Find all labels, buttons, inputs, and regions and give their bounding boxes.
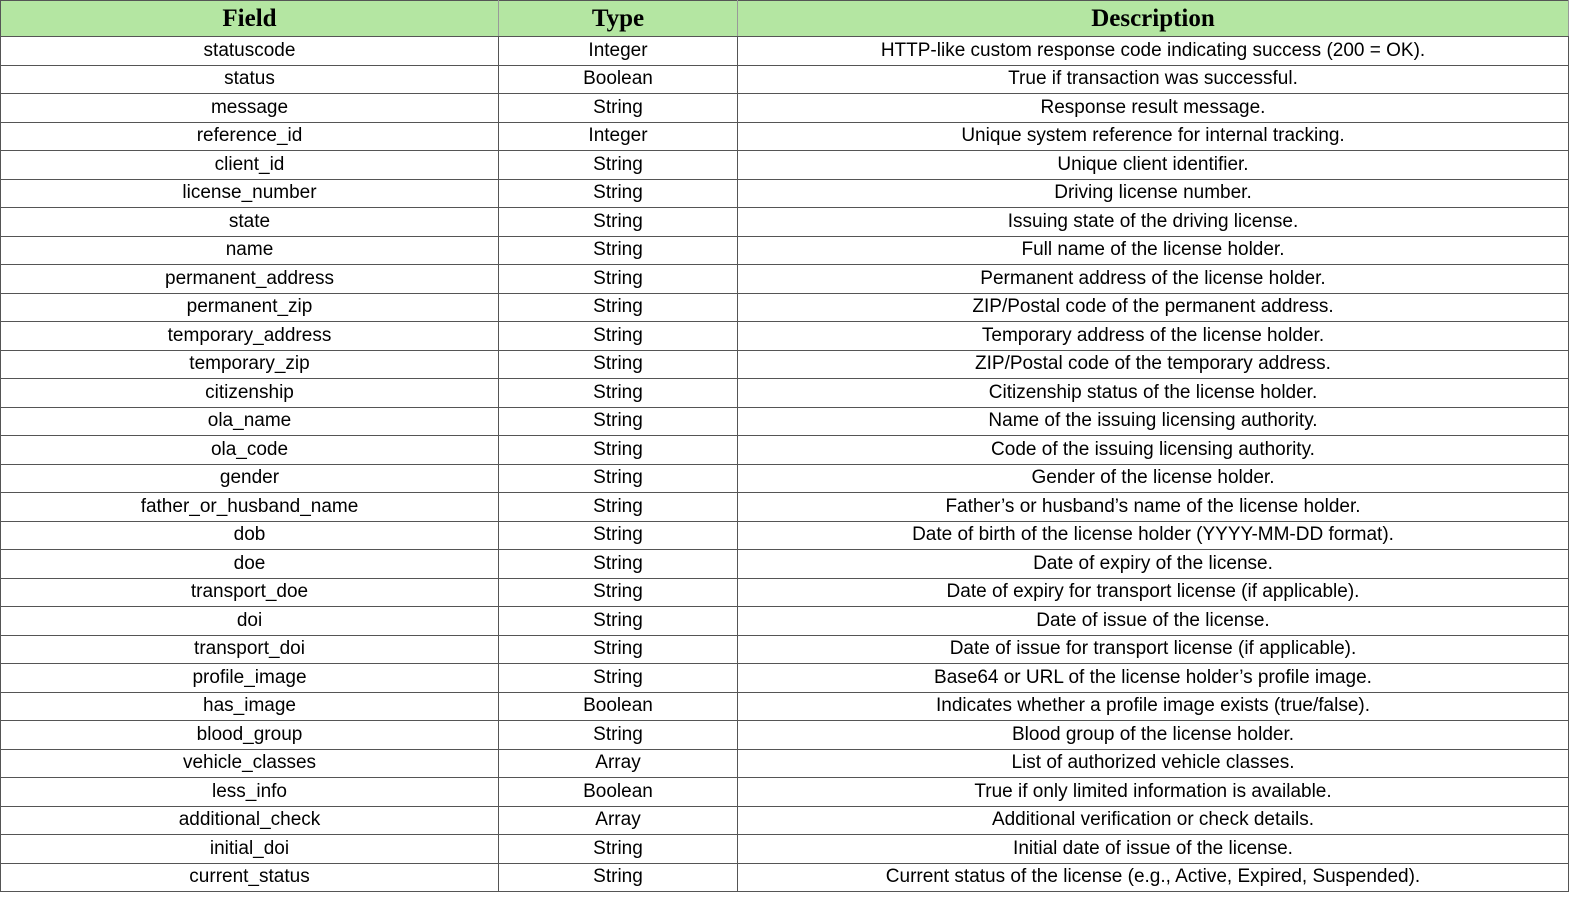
field-cell[interactable]: ola_code bbox=[1, 436, 499, 465]
type-cell[interactable]: Boolean bbox=[499, 778, 738, 807]
type-cell[interactable]: String bbox=[499, 635, 738, 664]
description-cell[interactable]: Issuing state of the driving license. bbox=[738, 208, 1569, 237]
table-row bbox=[1, 407, 1569, 436]
field-cell[interactable]: citizenship bbox=[1, 379, 499, 408]
description-cell[interactable]: Temporary address of the license holder. bbox=[738, 322, 1569, 351]
field-cell[interactable]: transport_doe bbox=[1, 578, 499, 607]
field-cell[interactable]: temporary_zip bbox=[1, 350, 499, 379]
field-cell[interactable]: permanent_address bbox=[1, 265, 499, 294]
table-row bbox=[1, 208, 1569, 237]
table-row bbox=[1, 521, 1569, 550]
type-cell[interactable]: String bbox=[499, 464, 738, 493]
field-cell[interactable]: doi bbox=[1, 607, 499, 636]
type-cell[interactable]: String bbox=[499, 236, 738, 265]
type-cell[interactable]: String bbox=[499, 322, 738, 351]
description-cell[interactable]: True if transaction was successful. bbox=[738, 65, 1569, 94]
description-cell[interactable]: Gender of the license holder. bbox=[738, 464, 1569, 493]
type-cell[interactable]: String bbox=[499, 179, 738, 208]
description-cell[interactable]: ZIP/Postal code of the temporary address. bbox=[738, 350, 1569, 379]
table-row bbox=[1, 350, 1569, 379]
type-cell[interactable]: String bbox=[499, 550, 738, 579]
description-cell[interactable]: Date of birth of the license holder (YYYY-MM-DD format). bbox=[738, 521, 1569, 550]
table-row bbox=[1, 607, 1569, 636]
type-cell[interactable]: String bbox=[499, 607, 738, 636]
type-cell[interactable]: String bbox=[499, 208, 738, 237]
description-cell[interactable]: HTTP-like custom response code indicating success (200 = OK). bbox=[738, 37, 1569, 66]
field-cell[interactable]: additional_check bbox=[1, 806, 499, 835]
description-cell[interactable]: ZIP/Postal code of the permanent address. bbox=[738, 293, 1569, 322]
type-cell[interactable]: String bbox=[499, 293, 738, 322]
table-row bbox=[1, 293, 1569, 322]
type-cell[interactable]: String bbox=[499, 578, 738, 607]
description-cell[interactable]: Blood group of the license holder. bbox=[738, 721, 1569, 750]
description-cell[interactable]: List of authorized vehicle classes. bbox=[738, 749, 1569, 778]
header-type[interactable]: Type bbox=[499, 1, 738, 37]
description-cell[interactable]: Response result message. bbox=[738, 94, 1569, 123]
type-cell[interactable]: String bbox=[499, 863, 738, 892]
type-cell[interactable]: String bbox=[499, 407, 738, 436]
field-cell[interactable]: permanent_zip bbox=[1, 293, 499, 322]
field-cell[interactable]: temporary_address bbox=[1, 322, 499, 351]
table-row bbox=[1, 379, 1569, 408]
type-cell[interactable]: String bbox=[499, 379, 738, 408]
field-cell[interactable]: father_or_husband_name bbox=[1, 493, 499, 522]
type-cell[interactable]: String bbox=[499, 436, 738, 465]
type-cell[interactable]: String bbox=[499, 94, 738, 123]
field-cell[interactable]: vehicle_classes bbox=[1, 749, 499, 778]
description-cell[interactable]: Date of issue of the license. bbox=[738, 607, 1569, 636]
description-cell[interactable]: Base64 or URL of the license holder’s profile image. bbox=[738, 664, 1569, 693]
description-cell[interactable]: Driving license number. bbox=[738, 179, 1569, 208]
type-cell[interactable]: String bbox=[499, 835, 738, 864]
table-row bbox=[1, 721, 1569, 750]
type-cell[interactable]: String bbox=[499, 721, 738, 750]
type-cell[interactable]: String bbox=[499, 664, 738, 693]
description-cell[interactable]: Father’s or husband’s name of the license holder. bbox=[738, 493, 1569, 522]
table-row bbox=[1, 578, 1569, 607]
table-row bbox=[1, 322, 1569, 351]
table-row bbox=[1, 436, 1569, 465]
table-row bbox=[1, 151, 1569, 180]
field-cell[interactable]: reference_id bbox=[1, 122, 499, 151]
table-row bbox=[1, 635, 1569, 664]
table-row bbox=[1, 778, 1569, 807]
type-cell[interactable]: Array bbox=[499, 749, 738, 778]
description-cell[interactable]: Name of the issuing licensing authority. bbox=[738, 407, 1569, 436]
field-cell[interactable]: doe bbox=[1, 550, 499, 579]
table-body bbox=[1, 37, 1569, 892]
table-row bbox=[1, 806, 1569, 835]
description-cell[interactable]: Date of issue for transport license (if applicable). bbox=[738, 635, 1569, 664]
table-row bbox=[1, 664, 1569, 693]
type-cell[interactable]: String bbox=[499, 493, 738, 522]
field-cell[interactable]: initial_doi bbox=[1, 835, 499, 864]
field-cell[interactable]: status bbox=[1, 65, 499, 94]
description-cell[interactable]: Initial date of issue of the license. bbox=[738, 835, 1569, 864]
type-cell[interactable]: String bbox=[499, 151, 738, 180]
description-cell[interactable]: Date of expiry for transport license (if applicable). bbox=[738, 578, 1569, 607]
table-row bbox=[1, 692, 1569, 721]
header-description[interactable]: Description bbox=[738, 1, 1569, 37]
table-row bbox=[1, 37, 1569, 66]
field-cell[interactable]: license_number bbox=[1, 179, 499, 208]
field-cell[interactable]: profile_image bbox=[1, 664, 499, 693]
header-row bbox=[1, 1, 1569, 37]
field-cell[interactable]: has_image bbox=[1, 692, 499, 721]
field-cell[interactable]: state bbox=[1, 208, 499, 237]
description-cell[interactable]: True if only limited information is available. bbox=[738, 778, 1569, 807]
table-row bbox=[1, 749, 1569, 778]
field-cell[interactable]: blood_group bbox=[1, 721, 499, 750]
type-cell[interactable]: String bbox=[499, 350, 738, 379]
type-cell[interactable]: String bbox=[499, 265, 738, 294]
type-cell[interactable]: Integer bbox=[499, 122, 738, 151]
type-cell[interactable]: Boolean bbox=[499, 692, 738, 721]
description-cell[interactable]: Indicates whether a profile image exists (true/false). bbox=[738, 692, 1569, 721]
type-cell[interactable]: Array bbox=[499, 806, 738, 835]
table-row bbox=[1, 550, 1569, 579]
table-row bbox=[1, 94, 1569, 123]
table-row bbox=[1, 835, 1569, 864]
field-cell[interactable]: ola_name bbox=[1, 407, 499, 436]
field-cell[interactable]: message bbox=[1, 94, 499, 123]
field-cell[interactable]: dob bbox=[1, 521, 499, 550]
table-row bbox=[1, 464, 1569, 493]
field-cell[interactable]: transport_doi bbox=[1, 635, 499, 664]
table-row bbox=[1, 122, 1569, 151]
table-row bbox=[1, 493, 1569, 522]
field-cell[interactable]: statuscode bbox=[1, 37, 499, 66]
description-cell[interactable]: Citizenship status of the license holder. bbox=[738, 379, 1569, 408]
field-cell[interactable]: client_id bbox=[1, 151, 499, 180]
table-row bbox=[1, 265, 1569, 294]
field-cell[interactable]: gender bbox=[1, 464, 499, 493]
header-field[interactable]: Field bbox=[1, 1, 499, 37]
field-cell[interactable]: name bbox=[1, 236, 499, 265]
description-cell[interactable]: Full name of the license holder. bbox=[738, 236, 1569, 265]
type-cell[interactable]: Boolean bbox=[499, 65, 738, 94]
description-cell[interactable]: Code of the issuing licensing authority. bbox=[738, 436, 1569, 465]
field-cell[interactable]: current_status bbox=[1, 863, 499, 892]
field-cell[interactable]: less_info bbox=[1, 778, 499, 807]
description-cell[interactable]: Unique system reference for internal tracking. bbox=[738, 122, 1569, 151]
table-row bbox=[1, 236, 1569, 265]
type-cell[interactable]: String bbox=[499, 521, 738, 550]
table-row bbox=[1, 179, 1569, 208]
type-cell[interactable]: Integer bbox=[499, 37, 738, 66]
description-cell[interactable]: Date of expiry of the license. bbox=[738, 550, 1569, 579]
description-cell[interactable]: Current status of the license (e.g., Active, Expired, Suspended). bbox=[738, 863, 1569, 892]
table-row bbox=[1, 863, 1569, 892]
description-cell[interactable]: Unique client identifier. bbox=[738, 151, 1569, 180]
description-cell[interactable]: Permanent address of the license holder. bbox=[738, 265, 1569, 294]
table-row bbox=[1, 65, 1569, 94]
description-cell[interactable]: Additional verification or check details. bbox=[738, 806, 1569, 835]
